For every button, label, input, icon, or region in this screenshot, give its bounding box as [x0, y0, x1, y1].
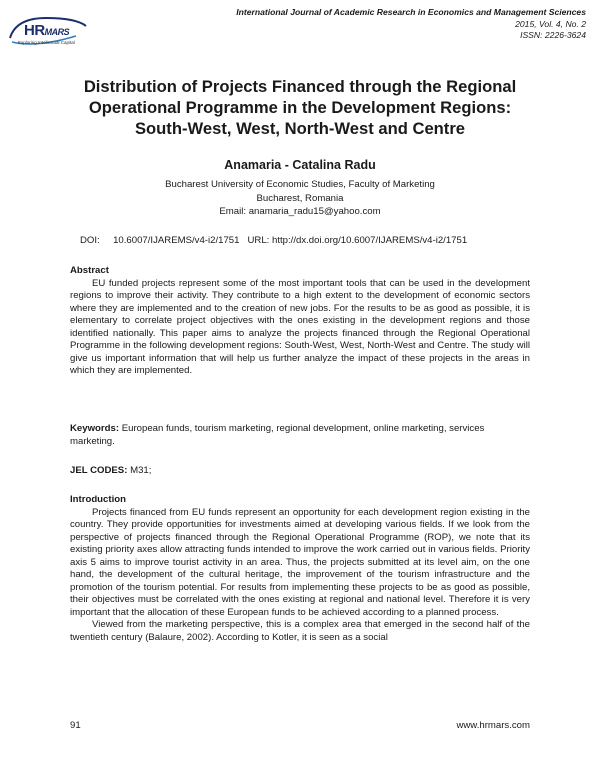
paper-title: Distribution of Projects Financed through the Regional Operational Programme in the Development Regions: South-West, West, North-West and Centre [83, 77, 517, 138]
author-affiliation [0, 178, 600, 219]
journal-volume: 2015, Vol. 4, No. 2 [515, 18, 586, 29]
abstract-text: EU funded projects represent some of the most important tools that can be used in the development regions to improve their activity. They contribute to a high extent to the development of economic sectors where they are implemented and to the creation of new jobs. For the results to be as good as possible, it is elementary to correlate project objectives with the ones existing in the development regions and those identified nationally. This paper aims to analyze the projects financed through the Regional Operational Programme in the following development regions: South-West, West, North-West and Centre. The study will give us important information that will help us further analyze the impact of these projects in the areas in which they are implemented. [70, 277, 530, 376]
journal-name: International Journal of Academic Research in Economics and Management Sciences [236, 7, 586, 17]
introduction-paragraph-2: Viewed from the marketing perspective, this is a complex area that emerged in the second half of the twentieth century (Balaure, 2002). According to Kotler, it is seen as a social [70, 619, 530, 643]
introduction-heading: Introduction [70, 494, 126, 505]
introduction-paragraph-1: Projects financed from EU funds represent an opportunity for each development region existing in the country. They provide opportunities for investments aimed at developing various fields. If we look from the perspective of projects financed through the Regional Operational Programme (ROP), we note that its existing priority axes allow attracting funds intended to improve the work carried out in various fields. Priority axis 5 aims to improve tourist activity in an area. Thus, the projects submitted at its level aim, on the one hand, the development of the cultural heritage, the improvement of the tourism infrastructure and the promotion of the tourism potential. For results from implementing these projects to be as good as possible, their objectives must be correlated with the ones existing at regional and national level. Therefore it is very important that the allocation of these European funds to be achieved according to a planned process. [70, 506, 530, 618]
jel-text: M31; [130, 465, 152, 476]
doi-url[interactable]: http://dx.doi.org/10.6007/IJAREMS/v4-i2/1751 [272, 235, 468, 246]
affiliation-city: Bucharest, Romania [256, 192, 344, 204]
jel-label: JEL CODES: [70, 465, 128, 476]
journal-header [236, 7, 586, 42]
affiliation: Bucharest University of Economic Studies, Faculty of Marketing [165, 179, 435, 190]
hrmars-logo [6, 12, 92, 52]
introduction-section [70, 494, 530, 644]
author-name: Anamaria - Catalina Radu [224, 158, 376, 172]
page-number: 91 [70, 720, 81, 731]
doi-line: DOI: 10.6007/IJAREMS/v4-i2/1751 URL: http://dx.doi.org/10.6007/IJAREMS/v4-i2/1751 [80, 235, 468, 246]
keywords-section [70, 423, 530, 448]
keywords-label: Keywords: [70, 423, 120, 434]
author-email[interactable]: Email: anamaria_radu15@yahoo.com [219, 206, 381, 217]
jel-section [70, 465, 530, 478]
keywords-text: European funds, tourism marketing, regional development, online marketing, services marketing. [70, 423, 485, 447]
logo-tagline: Exploring Intellectual Capital [18, 40, 75, 45]
page-footer [70, 720, 530, 731]
footer-site[interactable]: www.hrmars.com [456, 720, 530, 731]
doi-value[interactable]: 10.6007/IJAREMS/v4-i2/1751 [113, 235, 240, 246]
journal-issn: ISSN: 2226-3624 [520, 30, 586, 40]
abstract-section [70, 265, 530, 378]
abstract-heading: Abstract [70, 265, 109, 276]
logo-text: HRMARS [24, 22, 70, 39]
